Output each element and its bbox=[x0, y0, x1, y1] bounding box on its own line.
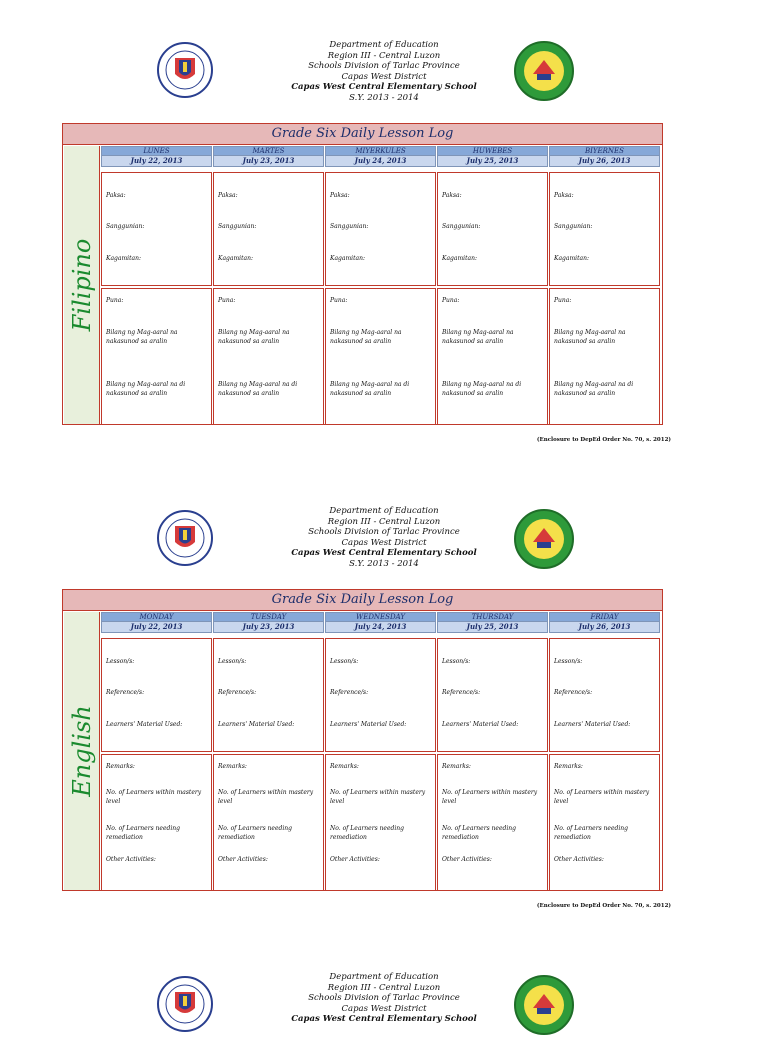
school-seal-2 bbox=[513, 508, 575, 574]
field-label: Paksa: bbox=[218, 192, 238, 199]
field-label: No. of Learners within mastery level bbox=[218, 789, 314, 805]
field-label: Bilang ng Mag-aaral na di nakasunod sa aralin bbox=[330, 381, 410, 397]
day-name: FRIDAY bbox=[549, 612, 660, 622]
school-seal-1 bbox=[513, 40, 575, 106]
field-label: Learners' Material Used: bbox=[330, 721, 407, 728]
day-column bbox=[437, 612, 548, 863]
school-name: Capas West Central Elementary School bbox=[291, 1014, 477, 1025]
field-label: Reference/s: bbox=[106, 689, 145, 696]
day-column bbox=[325, 146, 436, 397]
header-text-3 bbox=[224, 972, 544, 1025]
day-date: July 22, 2013 bbox=[101, 622, 212, 633]
field-label: No. of Learners within mastery level bbox=[442, 789, 538, 805]
field-label: Reference/s: bbox=[442, 689, 481, 696]
field-label: No. of Learners within mastery level bbox=[330, 789, 426, 805]
day-name: HUWEBES bbox=[437, 146, 548, 156]
log-title: Grade Six Daily Lesson Log bbox=[63, 124, 662, 145]
field-label: Reference/s: bbox=[554, 689, 593, 696]
field-label: Reference/s: bbox=[218, 689, 257, 696]
field-label: Learners' Material Used: bbox=[442, 721, 519, 728]
day-date: July 22, 2013 bbox=[101, 156, 212, 167]
day-date: July 26, 2013 bbox=[549, 156, 660, 167]
day-name: MONDAY bbox=[101, 612, 212, 622]
day-column bbox=[213, 146, 324, 397]
field-label: Bilang ng Mag-aaral na nakasunod sa aralin bbox=[554, 329, 626, 345]
header-line: Department of Education bbox=[329, 40, 439, 50]
day-column bbox=[101, 612, 212, 863]
cell-top bbox=[325, 172, 436, 286]
day-name: MIYERKULES bbox=[325, 146, 436, 156]
header-line: Schools Division of Tarlac Province bbox=[308, 993, 460, 1004]
subject-label-filipino: Filipino bbox=[64, 146, 100, 424]
field-label: Paksa: bbox=[442, 192, 462, 199]
day-name: WEDNESDAY bbox=[325, 612, 436, 622]
cell-bottom bbox=[101, 754, 212, 891]
header-line: Region III - Central Luzon bbox=[327, 982, 441, 993]
day-name: LUNES bbox=[101, 146, 212, 156]
day-name: THURSDAY bbox=[437, 612, 548, 622]
day-date: July 24, 2013 bbox=[325, 156, 436, 167]
field-label: Lesson/s: bbox=[442, 658, 471, 665]
field-label: Sanggunian: bbox=[330, 223, 369, 230]
cell-bottom bbox=[325, 288, 436, 425]
field-label: Bilang ng Mag-aaral na di nakasunod sa aralin bbox=[106, 381, 186, 397]
day-column bbox=[213, 612, 324, 863]
field-label: No. of Learners needing remediation bbox=[442, 825, 516, 841]
header-line: Capas West District bbox=[341, 71, 427, 82]
cell-top bbox=[437, 638, 548, 752]
school-seal-3 bbox=[513, 974, 575, 1040]
day-column bbox=[549, 612, 660, 863]
field-label: Bilang ng Mag-aaral na nakasunod sa aralin bbox=[330, 329, 402, 345]
school-name: Capas West Central Elementary School bbox=[291, 82, 477, 93]
header-line: Schools Division of Tarlac Province bbox=[308, 61, 460, 72]
deped-seal-1 bbox=[157, 42, 213, 102]
field-label: No. of Learners needing remediation bbox=[554, 825, 628, 841]
field-label: Other Activities: bbox=[442, 856, 492, 863]
field-label: Other Activities: bbox=[554, 856, 604, 863]
field-label: Puna: bbox=[330, 297, 348, 304]
field-label: Remarks: bbox=[330, 763, 359, 770]
enclosure-note-1: (Enclosure to DepEd Order No. 70, s. 2012) bbox=[536, 437, 671, 443]
day-date: July 23, 2013 bbox=[213, 622, 324, 633]
day-name: BIYERNES bbox=[549, 146, 660, 156]
header-text-2 bbox=[224, 506, 544, 570]
field-label: No. of Learners within mastery level bbox=[106, 789, 202, 805]
field-label: Bilang ng Mag-aaral na nakasunod sa aralin bbox=[442, 329, 514, 345]
field-label: Bilang ng Mag-aaral na nakasunod sa aralin bbox=[106, 329, 178, 345]
field-label: Kagamitan: bbox=[442, 255, 477, 262]
field-label: Kagamitan: bbox=[106, 255, 141, 262]
cell-top bbox=[325, 638, 436, 752]
field-label: Sanggunian: bbox=[554, 223, 593, 230]
field-label: Puna: bbox=[442, 297, 460, 304]
cell-bottom bbox=[213, 754, 324, 891]
lesson-log-english bbox=[62, 589, 663, 891]
field-label: Puna: bbox=[106, 297, 124, 304]
log-title: Grade Six Daily Lesson Log bbox=[63, 590, 662, 611]
school-name: Capas West Central Elementary School bbox=[291, 548, 477, 559]
school-year: S.Y. 2013 - 2014 bbox=[349, 92, 419, 103]
field-label: Kagamitan: bbox=[218, 255, 253, 262]
field-label: Sanggunian: bbox=[442, 223, 481, 230]
deped-seal-3 bbox=[157, 976, 213, 1036]
field-label: Remarks: bbox=[218, 763, 247, 770]
cell-bottom bbox=[101, 288, 212, 425]
field-label: Other Activities: bbox=[330, 856, 380, 863]
day-date: July 26, 2013 bbox=[549, 622, 660, 633]
cell-bottom bbox=[549, 288, 660, 425]
day-name: TUESDAY bbox=[213, 612, 324, 622]
field-label: Puna: bbox=[218, 297, 236, 304]
field-label: Lesson/s: bbox=[106, 658, 135, 665]
field-label: Remarks: bbox=[106, 763, 135, 770]
header-line: Region III - Central Luzon bbox=[327, 516, 441, 527]
field-label: No. of Learners needing remediation bbox=[330, 825, 404, 841]
day-column bbox=[325, 612, 436, 863]
field-label: Sanggunian: bbox=[106, 223, 145, 230]
field-label: No. of Learners within mastery level bbox=[554, 789, 650, 805]
field-label: Kagamitan: bbox=[330, 255, 365, 262]
field-label: Bilang ng Mag-aaral na di nakasunod sa aralin bbox=[218, 381, 298, 397]
field-label: No. of Learners needing remediation bbox=[106, 825, 180, 841]
day-column bbox=[549, 146, 660, 397]
field-label: Kagamitan: bbox=[554, 255, 589, 262]
field-label: Learners' Material Used: bbox=[554, 721, 631, 728]
school-year: S.Y. 2013 - 2014 bbox=[349, 558, 419, 569]
deped-seal-2 bbox=[157, 510, 213, 570]
header-line: Region III - Central Luzon bbox=[327, 50, 441, 61]
field-label: Puna: bbox=[554, 297, 572, 304]
cell-top bbox=[101, 638, 212, 752]
day-date: July 23, 2013 bbox=[213, 156, 324, 167]
cell-bottom bbox=[437, 754, 548, 891]
field-label: No. of Learners needing remediation bbox=[218, 825, 292, 841]
cell-bottom bbox=[549, 754, 660, 891]
day-date: July 24, 2013 bbox=[325, 622, 436, 633]
cell-bottom bbox=[325, 754, 436, 891]
field-label: Remarks: bbox=[554, 763, 583, 770]
field-label: Lesson/s: bbox=[218, 658, 247, 665]
cell-top bbox=[437, 172, 548, 286]
field-label: Paksa: bbox=[106, 192, 126, 199]
field-label: Paksa: bbox=[330, 192, 350, 199]
cell-top bbox=[213, 172, 324, 286]
header-line: Department of Education bbox=[329, 506, 439, 516]
field-label: Lesson/s: bbox=[330, 658, 359, 665]
subject-label-english: English bbox=[64, 612, 100, 890]
field-label: Bilang ng Mag-aaral na di nakasunod sa aralin bbox=[442, 381, 522, 397]
cell-top bbox=[549, 172, 660, 286]
header-text-1 bbox=[224, 40, 544, 104]
field-label: Bilang ng Mag-aaral na nakasunod sa aralin bbox=[218, 329, 290, 345]
cell-bottom bbox=[213, 288, 324, 425]
header-line: Capas West District bbox=[341, 1003, 427, 1014]
field-label: Sanggunian: bbox=[218, 223, 257, 230]
cell-top bbox=[549, 638, 660, 752]
day-column bbox=[101, 146, 212, 397]
field-label: Reference/s: bbox=[330, 689, 369, 696]
field-label: Bilang ng Mag-aaral na di nakasunod sa aralin bbox=[554, 381, 634, 397]
day-name: MARTES bbox=[213, 146, 324, 156]
header-line: Department of Education bbox=[329, 972, 439, 982]
field-label: Remarks: bbox=[442, 763, 471, 770]
day-date: July 25, 2013 bbox=[437, 156, 548, 167]
field-label: Learners' Material Used: bbox=[106, 721, 183, 728]
cell-bottom bbox=[437, 288, 548, 425]
cell-top bbox=[101, 172, 212, 286]
header-line: Capas West District bbox=[341, 537, 427, 548]
day-date: July 25, 2013 bbox=[437, 622, 548, 633]
day-column bbox=[437, 146, 548, 397]
field-label: Other Activities: bbox=[218, 856, 268, 863]
lesson-log-filipino bbox=[62, 123, 663, 425]
enclosure-note-2: (Enclosure to DepEd Order No. 70, s. 2012) bbox=[536, 903, 671, 909]
header-line: Schools Division of Tarlac Province bbox=[308, 527, 460, 538]
field-label: Other Activities: bbox=[106, 856, 156, 863]
field-label: Lesson/s: bbox=[554, 658, 583, 665]
field-label: Paksa: bbox=[554, 192, 574, 199]
field-label: Learners' Material Used: bbox=[218, 721, 295, 728]
cell-top bbox=[213, 638, 324, 752]
